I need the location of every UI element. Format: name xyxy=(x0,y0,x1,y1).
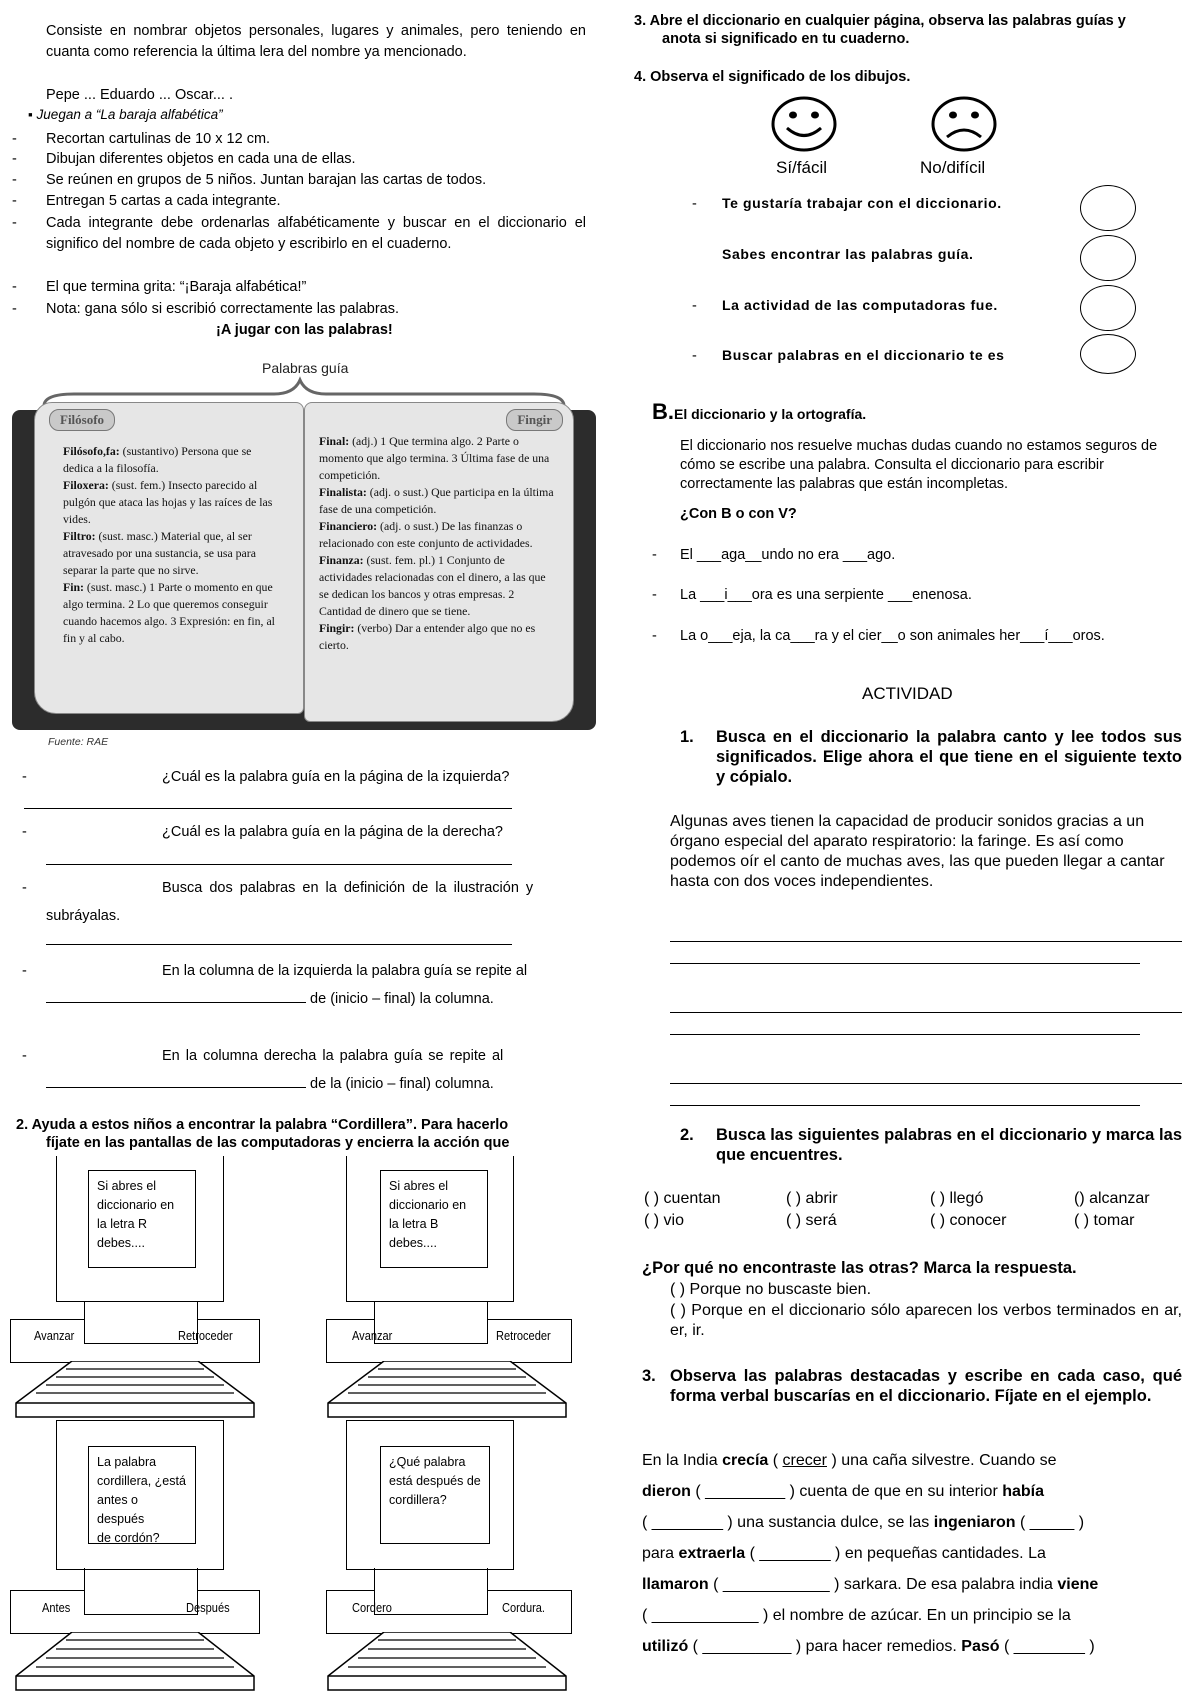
entry-term: Filoxera: xyxy=(63,478,109,492)
answer-circle[interactable] xyxy=(1080,235,1136,281)
checkbox-word[interactable]: ( ) vio xyxy=(644,1212,684,1229)
story-text-run: ( ________ ) una sustancia dulce, se las xyxy=(642,1514,934,1531)
screen-line: ¿Qué palabra xyxy=(389,1455,466,1469)
highlighted-verb: crecía xyxy=(722,1452,769,1469)
intro-paragraph: Consiste en nombrar objetos personales, lugares y animales, pero teniendo en cuanta como referencia la última lera del nombre ya mencionado. xyxy=(46,23,586,60)
answer-blank[interactable] xyxy=(46,990,306,1003)
step-4: Entregan 5 cartas a cada integrante. xyxy=(46,193,281,209)
checkbox-word[interactable]: ( ) llegó xyxy=(930,1190,984,1207)
dash: - xyxy=(692,348,697,364)
entry-term: Filtro: xyxy=(63,529,96,543)
screen-line: diccionario en xyxy=(389,1198,467,1212)
exercise-2-title-cont: fíjate en las pantallas de las computadoras y encierra la acción que xyxy=(46,1135,510,1151)
checkbox-word[interactable]: ( ) tomar xyxy=(1074,1212,1135,1229)
story-line xyxy=(642,1507,1198,1538)
entry-term: Final: xyxy=(319,434,350,448)
checkbox-word[interactable]: () alcanzar xyxy=(1074,1190,1150,1207)
entry-term: Fin: xyxy=(63,580,84,594)
entry-def: (verbo) Dar a entender algo que no es cierto. xyxy=(319,621,536,652)
action-option-left[interactable]: Avanzar xyxy=(352,1328,393,1343)
answer-line[interactable] xyxy=(46,944,512,945)
story-line xyxy=(642,1600,1198,1631)
keyboard-icon xyxy=(322,1361,572,1419)
step-3: Se reúnen en grupos de 5 niños. Juntan barajan las cartas de todos. xyxy=(46,172,487,188)
action-option-right[interactable]: Cordura. xyxy=(502,1600,545,1615)
story-text-run: ( _____ ) xyxy=(1015,1514,1085,1531)
keyboard-icon xyxy=(322,1632,572,1692)
question-right-column: En la columna derecha la palabra guía se repite al xyxy=(162,1048,504,1064)
step-7: Nota: gana sólo si escribió correctamente las palabras. xyxy=(46,301,400,317)
step-6: El que termina grita: “¡Baraja alfabética!” xyxy=(46,279,307,295)
dash: - xyxy=(12,131,17,147)
monitor-neck xyxy=(84,1301,198,1319)
left-page-text xyxy=(63,443,283,647)
highlighted-verb: Pasó xyxy=(961,1638,1000,1655)
entry-term: Finanza: xyxy=(319,553,364,567)
action-option-right[interactable]: Después xyxy=(186,1600,230,1615)
step-2: Dibujan diferentes objetos en cada una de ellas. xyxy=(46,151,356,167)
screen-line: debes.... xyxy=(389,1236,437,1250)
exercise-3-title-cont: anota si significado en tu cuaderno. xyxy=(662,31,910,47)
answer-circle[interactable] xyxy=(1080,285,1136,331)
exercise-2-title: 2. Ayuda a estos niños a encontrar la palabra “Cordillera”. Para hacerlo xyxy=(16,1117,509,1133)
story-text xyxy=(642,1445,1198,1662)
section-b-title xyxy=(652,398,866,426)
dash: - xyxy=(22,824,27,840)
story-line xyxy=(642,1538,1198,1569)
answer-line[interactable] xyxy=(670,1012,1182,1013)
action-option-left[interactable]: Avanzar xyxy=(34,1328,75,1343)
book-left-page xyxy=(34,402,304,714)
story-text-run: ( __________ ) para hacer remedios. xyxy=(688,1638,962,1655)
dash: - xyxy=(12,301,17,317)
dash: - xyxy=(22,1048,27,1064)
dash: - xyxy=(12,172,17,188)
bv-item-3: La o___eja, la ca___ra y el cier__o son animales her___í___oros. xyxy=(680,628,1105,644)
section-b-heading: El diccionario y la ortografía. xyxy=(674,406,867,422)
monitor-neck xyxy=(84,1568,198,1590)
answer-line[interactable] xyxy=(670,963,1140,964)
question-left-column: En la columna de la izquierda la palabra guía se repite al xyxy=(162,963,528,979)
story-text-run: ) una caña silvestre. Cuando se xyxy=(827,1452,1057,1469)
step-1: Recortan cartulinas de 10 x 12 cm. xyxy=(46,131,271,147)
highlighted-verb: utilizó xyxy=(642,1638,689,1655)
monitor-neck xyxy=(374,1301,488,1319)
book-source: Fuente: RAE xyxy=(48,736,109,748)
section-b-text: El diccionario nos resuelve muchas dudas cuando no estamos seguros de cómo se escribe una palabra. Consulta el diccionario para escribir correctamente las palabras que están incompletas. xyxy=(680,438,1158,492)
answer-blank[interactable] xyxy=(46,1075,306,1088)
highlighted-verb: llamaron xyxy=(642,1576,709,1593)
question-right-column-tail: de la (inicio – final) columna. xyxy=(310,1076,494,1092)
entry-def: (sustantivo) Persona que se dedica a la filosofía. xyxy=(63,444,252,475)
checkbox-word[interactable]: ( ) abrir xyxy=(786,1190,838,1207)
question-right-column-cont xyxy=(46,1075,494,1093)
dash: - xyxy=(22,963,27,979)
play-heading: ¡A jugar con las palabras! xyxy=(216,322,393,338)
why-question: ¿Por qué no encontraste las otras? Marca la respuesta. xyxy=(642,1259,1077,1277)
answer-line[interactable] xyxy=(46,864,512,865)
entry-def: (adj. o sust.) De las finanzas o relacionado con este conjunto de actividades. xyxy=(319,519,533,550)
screen-line: la letra B xyxy=(389,1217,439,1231)
dash: - xyxy=(652,547,657,563)
story-text-run: ( ____________ ) sarkara. De esa palabra india xyxy=(708,1576,1058,1593)
entry-def: (sust. fem.) Insecto parecido al pulgón que ataca las hojas y las raíces de las vides. xyxy=(63,478,273,526)
story-text-run: ( xyxy=(768,1452,783,1469)
story-text-run: ( ____________ ) el nombre de azúcar. En un principio se la xyxy=(642,1607,1071,1624)
checkbox-word[interactable]: ( ) será xyxy=(786,1212,837,1229)
book-caption: Palabras guía xyxy=(262,360,349,376)
activity-1-text: Algunas aves tienen la capacidad de producir sonidos gracias a un órgano especial del aparato respiratorio: la faringe. Es así como podemos oír el canto de muchas aves, las que pueden llegar a cantar hasta con dos voces independientes. xyxy=(670,813,1165,890)
answer-line[interactable] xyxy=(24,808,512,809)
dash: - xyxy=(22,769,27,785)
book-right-page xyxy=(304,402,574,722)
entry-term: Finalista: xyxy=(319,485,367,499)
answer-line[interactable] xyxy=(670,1105,1140,1106)
monitor-neck xyxy=(374,1568,488,1590)
exercise-4-title: 4. Observa el significado de los dibujos. xyxy=(634,69,911,85)
dash: - xyxy=(692,196,697,212)
screen-line: diccionario en xyxy=(97,1198,175,1212)
question-left-column-cont xyxy=(46,990,494,1008)
screen-line: cordillera, ¿está xyxy=(97,1474,186,1488)
action-option-right[interactable]: Retroceder xyxy=(496,1328,551,1343)
face-label-yes: Sí/fácil xyxy=(776,158,828,177)
entry-def: (adj. o sust.) Que participa en la última fase de una competición. xyxy=(319,485,554,516)
game-title-text: Juegan a “La baraja alfabética” xyxy=(36,107,223,122)
activity-2-instruction: Busca las siguientes palabras en el diccionario y marca las que encuentres. xyxy=(716,1126,1182,1164)
activity-title: ACTIVIDAD xyxy=(862,684,953,703)
story-text-run: ( ________ ) en pequeñas cantidades. La xyxy=(745,1545,1046,1562)
question-right-guide: ¿Cuál es la palabra guía en la página de la derecha? xyxy=(162,824,503,840)
checkbox-word[interactable]: ( ) cuentan xyxy=(644,1190,721,1207)
screen-line: debes.... xyxy=(97,1236,145,1250)
highlighted-verb: viene xyxy=(1057,1576,1099,1593)
right-guide-word: Fingir xyxy=(506,409,563,431)
entry-term: Filósofo,fa: xyxy=(63,444,120,458)
bar-divider xyxy=(84,1590,198,1615)
exercise-3-title: 3. Abre el diccionario en cualquier página, observa las palabras guías y xyxy=(634,13,1126,29)
story-text-run: ( ________ ) xyxy=(999,1638,1095,1655)
game-title xyxy=(28,107,223,124)
highlighted-verb: dieron xyxy=(642,1483,691,1500)
activity-3-number: 3. xyxy=(642,1367,656,1385)
survey-item-3: La actividad de las computadoras fue. xyxy=(722,297,998,313)
book-illustration xyxy=(4,352,600,754)
story-text-run: para xyxy=(642,1545,679,1562)
activity-1-instruction: Busca en el diccionario la palabra canto y lee todos sus significados. Elige ahora el que tiene en el siguiente texto y cópialo. xyxy=(716,728,1182,786)
question-find-words: Busca dos palabras en la definición de la ilustración y xyxy=(162,880,534,896)
keyboard-icon xyxy=(10,1361,260,1419)
dash: - xyxy=(652,628,657,644)
answer-line[interactable] xyxy=(670,1034,1140,1035)
face-label-no: No/difícil xyxy=(920,158,986,177)
screen-line: está después de xyxy=(389,1474,481,1488)
step-5: Cada integrante debe ordenarlas alfabéticamente y buscar en el diccionario el significo del nombre de cada objeto y escribirlo en el cuaderno. xyxy=(46,215,586,252)
entry-def: (sust. fem. pl.) 1 Conjunto de actividades relacionadas con el dinero, a las que se dedican los bancos y otras empresas. 2 Cantidad de dinero que se tiene. xyxy=(319,553,546,618)
screen-line: Si abres el xyxy=(389,1179,449,1193)
answer-circle[interactable] xyxy=(1080,334,1136,374)
screen-line: La palabra xyxy=(97,1455,157,1469)
bv-question: ¿Con B o con V? xyxy=(680,506,797,522)
sad-face-icon xyxy=(930,95,998,153)
survey-item-2: Sabes encontrar las palabras guía. xyxy=(722,246,974,262)
answer-line[interactable] xyxy=(670,941,1182,942)
activity-3-instruction: Observa las palabras destacadas y escribe en cada caso, qué forma verbal buscarías en el diccionario. Fíjate en el ejemplo. xyxy=(670,1367,1182,1405)
entry-term: Fingir: xyxy=(319,621,355,635)
dash: - xyxy=(22,880,27,896)
survey-item-4: Buscar palabras en el diccionario te es xyxy=(722,347,1005,363)
highlighted-verb: extraerla xyxy=(678,1545,746,1562)
story-text-run: En la India xyxy=(642,1452,723,1469)
bv-item-1: El ___aga__undo no era ___ago. xyxy=(680,547,896,563)
answer-line[interactable] xyxy=(670,1083,1182,1084)
screen-line: antes o después xyxy=(97,1493,145,1526)
highlighted-verb: había xyxy=(1002,1483,1045,1500)
screen-line: cordillera? xyxy=(389,1493,447,1507)
dash: - xyxy=(692,298,697,314)
names-example: Pepe ... Eduardo ... Oscar... . xyxy=(46,87,233,103)
checkbox-word[interactable]: ( ) conocer xyxy=(930,1212,1007,1229)
dash: - xyxy=(652,587,657,603)
computer-screen xyxy=(88,1446,196,1544)
entry-term: Financiero: xyxy=(319,519,378,533)
happy-face-icon xyxy=(770,95,838,153)
dash: - xyxy=(12,193,17,209)
screen-line: de cordón? xyxy=(97,1531,160,1545)
dash: - xyxy=(12,279,17,295)
action-option-right[interactable]: Retroceder xyxy=(178,1328,233,1343)
story-line xyxy=(642,1445,1198,1476)
computer-screen xyxy=(88,1170,196,1268)
screen-line: Si abres el xyxy=(97,1179,157,1193)
dash: - xyxy=(12,215,17,231)
keyboard-icon xyxy=(10,1632,260,1692)
left-guide-word: Filósofo xyxy=(49,409,115,431)
bullet: ▪ xyxy=(28,107,37,122)
section-b-letter: B. xyxy=(652,399,674,424)
right-page-text xyxy=(319,433,555,654)
story-line xyxy=(642,1631,1198,1662)
question-find-words-cont: subráyalas. xyxy=(46,908,121,924)
question-left-guide: ¿Cuál es la palabra guía en la página de la izquierda? xyxy=(162,769,510,785)
activity-2-number: 2. xyxy=(680,1126,694,1144)
activity-1-number: 1. xyxy=(680,728,694,746)
survey-item-1: Te gustaría trabajar con el diccionario. xyxy=(722,195,1002,211)
screen-line: la letra R xyxy=(97,1217,148,1231)
highlighted-verb: ingeniaron xyxy=(933,1514,1016,1531)
entry-def: (adj.) 1 Que termina algo. 2 Parte o momento que algo termina. 3 Última fase de una competición. xyxy=(319,434,550,482)
action-option-left[interactable]: Antes xyxy=(42,1600,71,1615)
why-answer-1[interactable]: ( ) Porque no buscaste bien. xyxy=(670,1281,872,1298)
computer-screen xyxy=(380,1446,490,1544)
example-answer: crecer xyxy=(782,1452,827,1469)
dash: - xyxy=(12,151,17,167)
story-text-run: ( _________ ) cuenta de que en su interior xyxy=(690,1483,1003,1500)
entry-def: (sust. masc.) 1 Parte o momento en que algo termina. 2 Lo que queremos conseguir cuando hacemos algo. 3 Expresión: en fin, al fin y al cabo. xyxy=(63,580,275,645)
answer-circle[interactable] xyxy=(1080,185,1136,231)
story-line xyxy=(642,1476,1198,1507)
computer-screen xyxy=(380,1170,488,1268)
question-left-column-tail: de (inicio – final) la columna. xyxy=(310,991,494,1007)
why-answer-2[interactable]: ( ) Porque en el diccionario sólo aparecen los verbos terminados en ar, er, ir. xyxy=(670,1302,1182,1339)
entry-def: (sust. masc.) Material que, al ser atravesado por una sustancia, se usa para separar la parte que no sirve. xyxy=(63,529,256,577)
bv-item-2: La ___i___ora es una serpiente ___enenosa. xyxy=(680,587,972,603)
story-line xyxy=(642,1569,1198,1600)
action-option-left[interactable]: Cordero xyxy=(352,1600,392,1615)
